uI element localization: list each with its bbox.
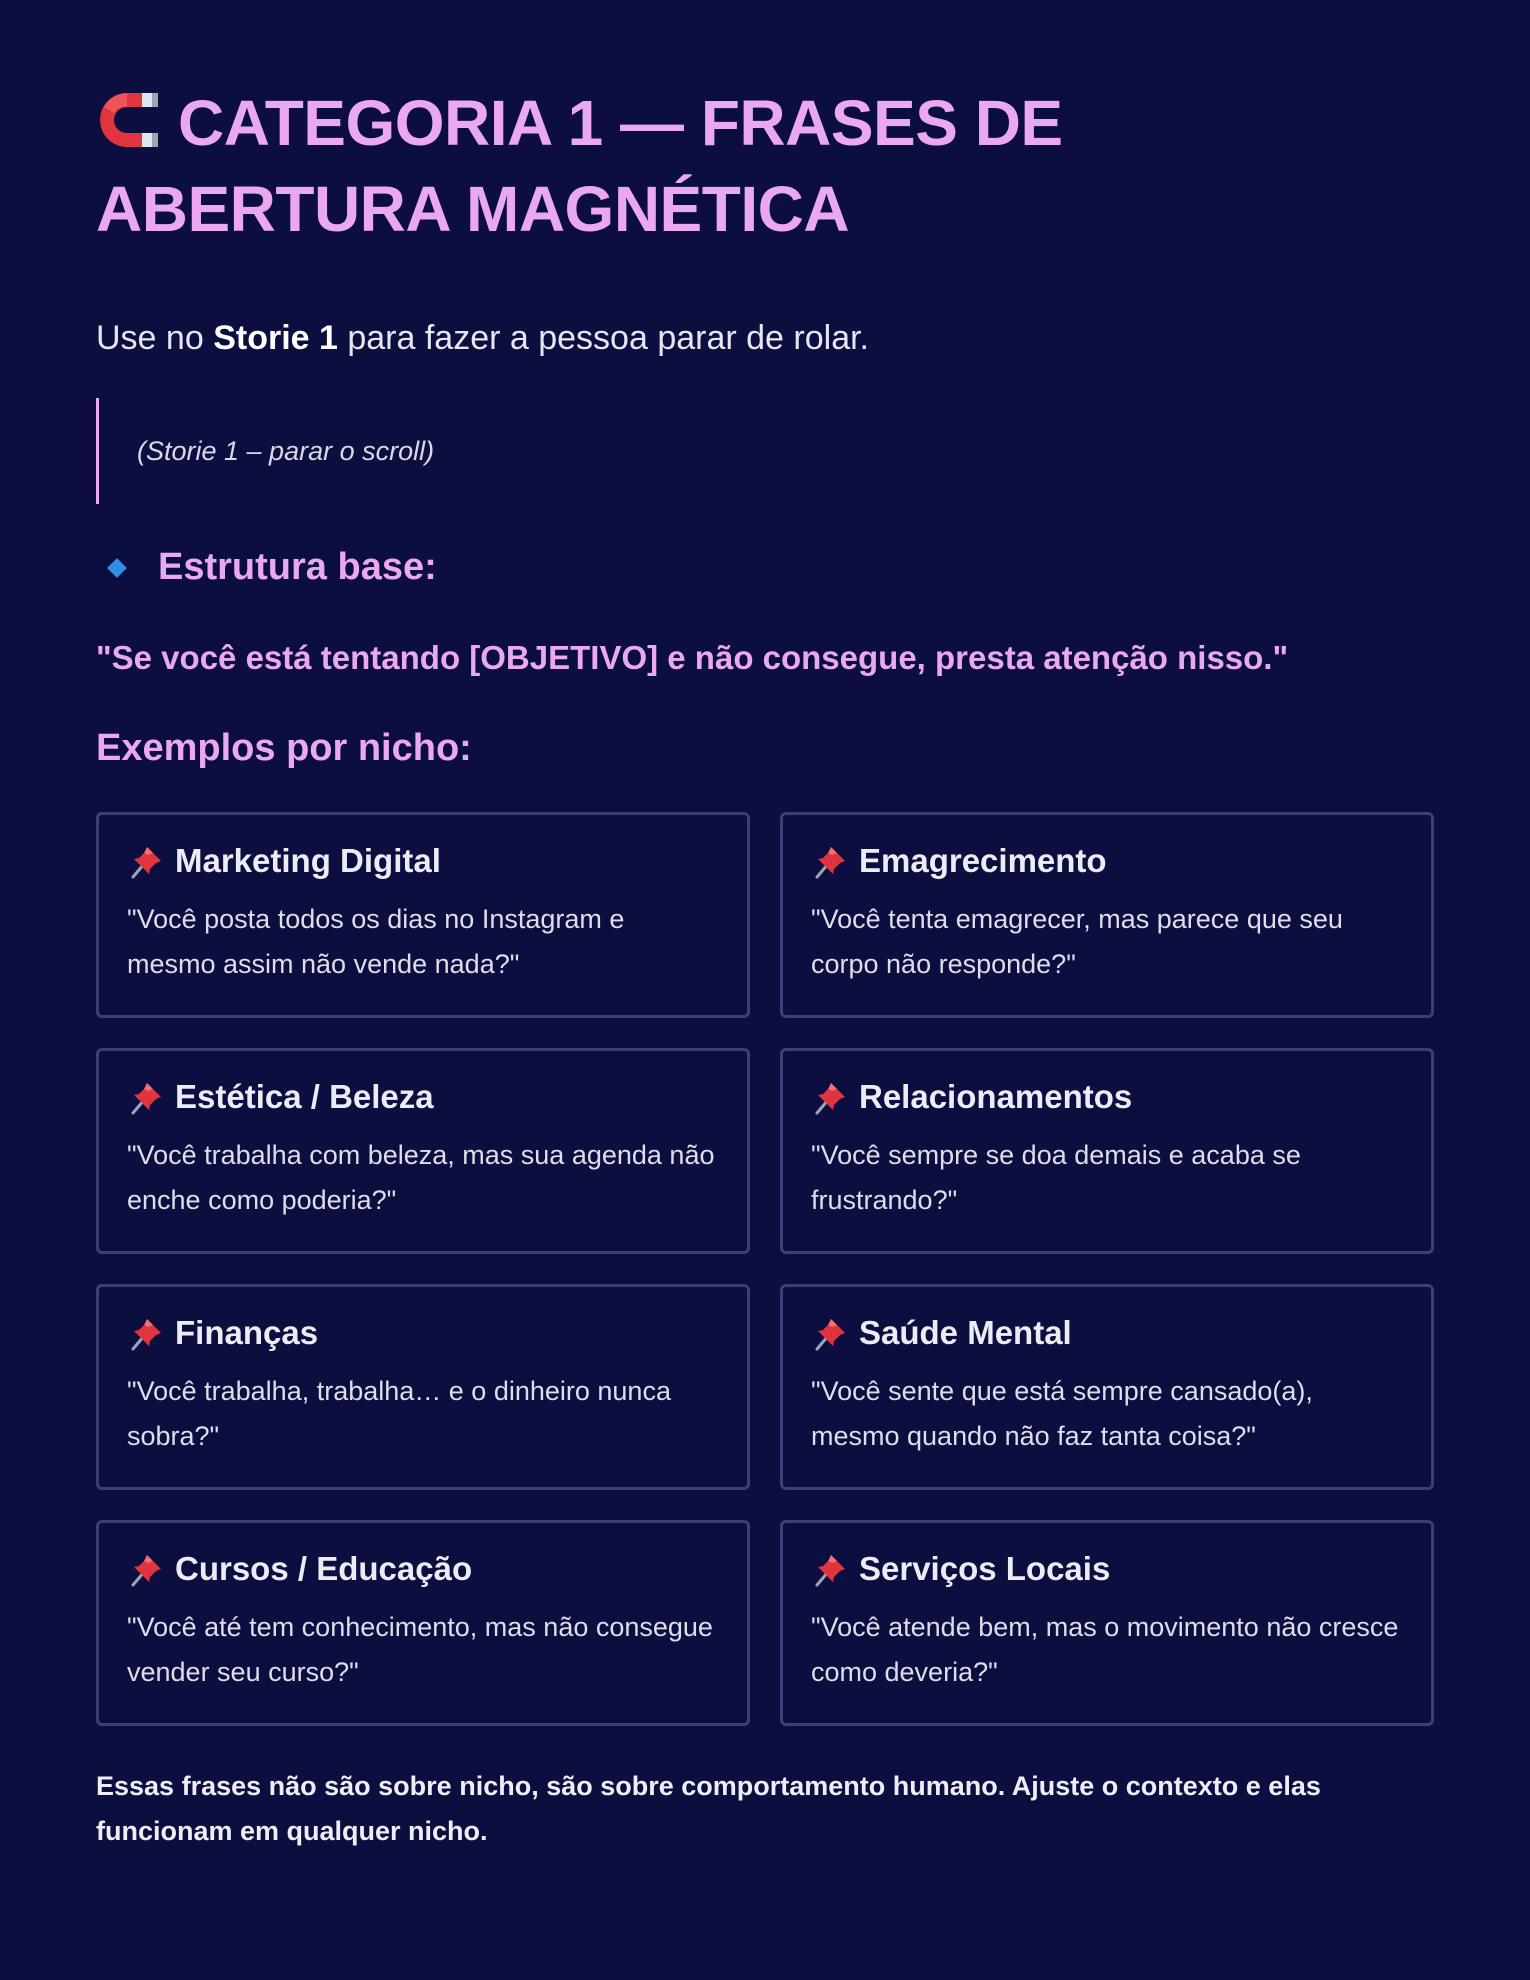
- example-card: [96, 1520, 750, 1726]
- card-title: [811, 1077, 1403, 1117]
- examples-grid: [96, 812, 1434, 1726]
- card-title-text: Estética / Beleza: [175, 1078, 434, 1115]
- blockquote: [96, 398, 1434, 504]
- card-title-text: Saúde Mental: [859, 1314, 1072, 1351]
- example-card: [780, 1520, 1434, 1726]
- example-card: [96, 1284, 750, 1490]
- title-line-1: [96, 80, 1434, 166]
- card-title: [127, 1077, 719, 1117]
- card-text: "Você sente que está sempre cansado(a), mesmo quando não faz tanta coisa?": [811, 1376, 1313, 1451]
- card-title: [811, 1313, 1403, 1353]
- card-title: [127, 1313, 719, 1353]
- card-title-text: Cursos / Educação: [175, 1550, 473, 1587]
- page-title: [96, 80, 1434, 252]
- pushpin-icon: [127, 841, 167, 881]
- card-text: "Você trabalha, trabalha… e o dinheiro nunca sobra?": [127, 1376, 671, 1451]
- card-text: "Você até tem conhecimento, mas não consegue vender seu curso?": [127, 1612, 713, 1687]
- pushpin-icon: [811, 1549, 851, 1589]
- intro-prefix: Use no: [96, 319, 214, 357]
- title-line-2: ABERTURA MAGNÉTICA: [96, 173, 850, 245]
- example-card: [780, 1048, 1434, 1254]
- card-text: "Você sempre se doa demais e acaba se frustrando?": [811, 1140, 1301, 1215]
- card-text: "Você trabalha com beleza, mas sua agenda não enche como poderia?": [127, 1140, 715, 1215]
- example-card: [780, 1284, 1434, 1490]
- card-title: [127, 841, 719, 881]
- structure-label: Estrutura base:: [158, 546, 437, 588]
- card-text: "Você posta todos os dias no Instagram e mesmo assim não vende nada?": [127, 904, 625, 979]
- intro-text: [96, 316, 1434, 360]
- card-text: "Você atende bem, mas o movimento não cresce como deveria?": [811, 1612, 1399, 1687]
- card-title: [811, 1549, 1403, 1589]
- structure-heading: [96, 546, 1434, 589]
- footer-note: Essas frases não são sobre nicho, são sobre comportamento humano. Ajuste o contexto e elas funcionam em qualquer nicho.: [96, 1771, 1321, 1846]
- pushpin-icon: [127, 1077, 167, 1117]
- example-card: [96, 812, 750, 1018]
- card-title-text: Emagrecimento: [859, 842, 1107, 879]
- intro-suffix: para fazer a pessoa parar de rolar.: [337, 319, 869, 357]
- card-title-text: Finanças: [175, 1314, 319, 1351]
- card-title: [127, 1549, 719, 1589]
- card-title: [811, 841, 1403, 881]
- intro-bold: Storie 1: [213, 319, 338, 357]
- card-text: "Você tenta emagrecer, mas parece que seu corpo não responde?": [811, 904, 1343, 979]
- magnet-icon: [96, 89, 162, 151]
- pushpin-icon: [127, 1549, 167, 1589]
- pushpin-icon: [127, 1313, 167, 1353]
- example-card: [780, 812, 1434, 1018]
- small-blue-diamond-icon: [107, 558, 127, 578]
- pushpin-icon: [811, 841, 851, 881]
- card-title-text: Marketing Digital: [175, 842, 441, 879]
- structure-phrase: "Se você está tentando [OBJETIVO] e não consegue, presta atenção nisso.": [96, 639, 1289, 676]
- blockquote-text: (Storie 1 – parar o scroll): [137, 435, 435, 466]
- title-text-1: CATEGORIA 1 — FRASES DE: [178, 87, 1063, 159]
- card-title-text: Serviços Locais: [859, 1550, 1111, 1587]
- pushpin-icon: [811, 1077, 851, 1117]
- pushpin-icon: [811, 1313, 851, 1353]
- examples-heading: Exemplos por nicho:: [96, 727, 472, 769]
- example-card: [96, 1048, 750, 1254]
- card-title-text: Relacionamentos: [859, 1078, 1133, 1115]
